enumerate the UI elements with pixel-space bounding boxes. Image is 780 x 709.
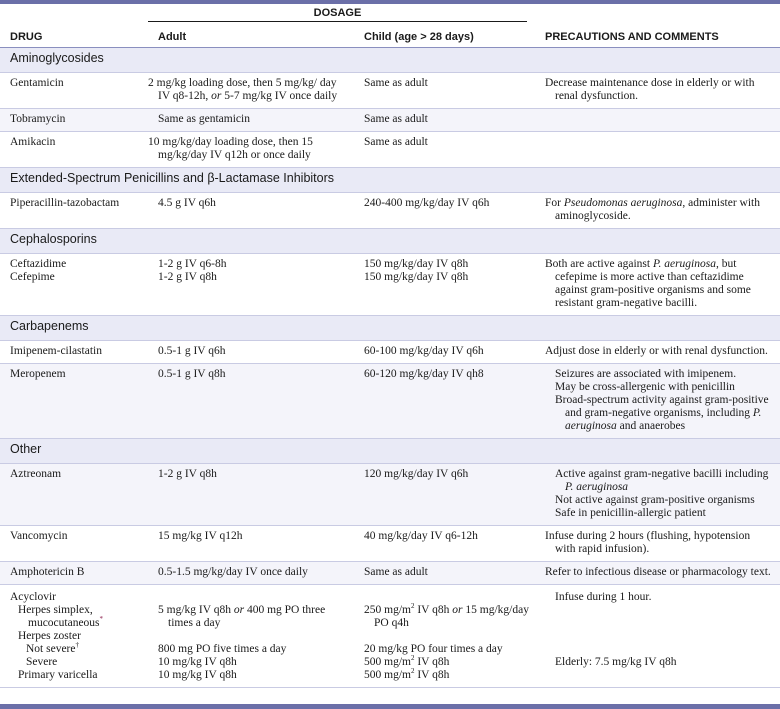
adult-dosage: 2 mg/kg loading dose, then 5 mg/kg/ day IV q8-12h, or 5-7 mg/kg IV once daily bbox=[148, 73, 354, 109]
drug-name: Aztreonam bbox=[0, 464, 148, 526]
header-spacer-left bbox=[0, 4, 148, 26]
table-row bbox=[0, 109, 780, 132]
child-dosage: 150 mg/kg/day IV q8h 150 mg/kg/day IV q8h bbox=[354, 254, 545, 316]
comment: For Pseudomonas aeruginosa, administer with aminoglycoside. bbox=[545, 193, 780, 229]
child-dosage: 40 mg/kg/day IV q6-12h bbox=[354, 526, 545, 562]
comment: Refer to infectious disease or pharmacology text. bbox=[545, 562, 780, 585]
category-cephalosporins: Cephalosporins bbox=[0, 229, 780, 254]
child-dosage: Same as adult bbox=[354, 109, 545, 132]
child-column-header: Child (age > 28 days) bbox=[354, 26, 545, 48]
drug-name: Tobramycin bbox=[0, 109, 148, 132]
adult-column-header: Adult bbox=[148, 26, 354, 48]
dosage-group-header bbox=[148, 4, 545, 26]
child-dosage: 240-400 mg/kg/day IV q6h bbox=[354, 193, 545, 229]
adult-dosage: 1-2 g IV q6-8h 1-2 g IV q8h bbox=[148, 254, 354, 316]
child-dosage: 60-120 mg/kg/day IV qh8 bbox=[354, 364, 545, 439]
table-row bbox=[0, 464, 780, 526]
adult-dosage: 0.5-1.5 mg/kg/day IV once daily bbox=[148, 562, 354, 585]
adult-dosage: 5 mg/kg IV q8h or 400 mg PO three times a day 800 mg PO five times a day 10 mg/kg IV q8h 10 mg/kg IV q8h bbox=[148, 585, 354, 688]
comment: Seizures are associated with imipenem. May be cross-allergenic with penicillin Broad-spectrum activity against gram-positive and gram-negative organisms, including P. aeruginosa and anaerobes bbox=[545, 364, 780, 439]
drug-table bbox=[0, 4, 780, 688]
drug-name: Ceftazidime Cefepime bbox=[0, 254, 148, 316]
child-dosage: 250 $mg/m^2$ IV q8h or 15 mg/kg/day PO q4h 20 mg/kg PO four times a day 500 $mg/m^2$ IV q8h 500 $mg/m^2$ IV q8h bbox=[354, 585, 545, 688]
table-row bbox=[0, 364, 780, 439]
category-carbapenems: Carbapenems bbox=[0, 316, 780, 341]
comment bbox=[545, 132, 780, 168]
table-row bbox=[0, 254, 780, 316]
comment: Both are active against P. aeruginosa, but cefepime is more active than ceftazidime against gram-positive organisms and some resistant gram-negative bacilli. bbox=[545, 254, 780, 316]
drug-name: Imipenem-cilastatin bbox=[0, 341, 148, 364]
comment: Infuse during 1 hour. Elderly: 7.5 mg/kg IV q8h bbox=[545, 585, 780, 688]
adult-dosage: 4.5 g IV q6h bbox=[148, 193, 354, 229]
drug-name: Meropenem bbox=[0, 364, 148, 439]
table-row bbox=[0, 526, 780, 562]
comment bbox=[545, 109, 780, 132]
header-spacer-right bbox=[545, 4, 780, 26]
category-penicillins: Extended-Spectrum Penicillins and β-Lactamase Inhibitors bbox=[0, 168, 780, 193]
adult-dosage: 0.5-1 g IV q6h bbox=[148, 341, 354, 364]
table-row bbox=[0, 341, 780, 364]
child-dosage: 120 mg/kg/day IV q6h bbox=[354, 464, 545, 526]
drug-name: Amikacin bbox=[0, 132, 148, 168]
drug-name: Acyclovir Herpes simplex, mucocutaneous* Herpes zoster Not severe† Severe Primary varicella bbox=[0, 585, 148, 688]
adult-dosage: 10 mg/kg/day loading dose, then 15 mg/kg/day IV q12h or once daily bbox=[148, 132, 354, 168]
adult-dosage: Same as gentamicin bbox=[148, 109, 354, 132]
table-row bbox=[0, 73, 780, 109]
adult-dosage: 1-2 g IV q8h bbox=[148, 464, 354, 526]
child-dosage: Same as adult bbox=[354, 562, 545, 585]
drug-column-header: DRUG bbox=[0, 26, 148, 48]
table-row bbox=[0, 193, 780, 229]
child-dosage: Same as adult bbox=[354, 132, 545, 168]
category-aminoglycosides: Aminoglycosides bbox=[0, 48, 780, 73]
drug-name: Piperacillin-tazobactam bbox=[0, 193, 148, 229]
comment: Infuse during 2 hours (flushing, hypotension with rapid infusion). bbox=[545, 526, 780, 562]
comment: Active against gram-negative bacilli including P. aeruginosa Not active against gram-positive organisms Safe in penicillin-allergic patient bbox=[545, 464, 780, 526]
child-dosage: Same as adult bbox=[354, 73, 545, 109]
bottom-rule bbox=[0, 704, 780, 709]
comment: Adjust dose in elderly or with renal dysfunction. bbox=[545, 341, 780, 364]
category-other: Other bbox=[0, 439, 780, 464]
precautions-column-header: PRECAUTIONS AND COMMENTS bbox=[545, 26, 780, 48]
table-row bbox=[0, 562, 780, 585]
dosage-header-label: DOSAGE bbox=[313, 7, 362, 19]
drug-name: Vancomycin bbox=[0, 526, 148, 562]
drug-name: Gentamicin bbox=[0, 73, 148, 109]
comment: Decrease maintenance dose in elderly or with renal dysfunction. bbox=[545, 73, 780, 109]
drug-name: Amphotericin B bbox=[0, 562, 148, 585]
adult-dosage: 0.5-1 g IV q8h bbox=[148, 364, 354, 439]
table-row bbox=[0, 132, 780, 168]
child-dosage: 60-100 mg/kg/day IV q6h bbox=[354, 341, 545, 364]
table-row-acyclovir bbox=[0, 585, 780, 688]
adult-dosage: 15 mg/kg IV q12h bbox=[148, 526, 354, 562]
